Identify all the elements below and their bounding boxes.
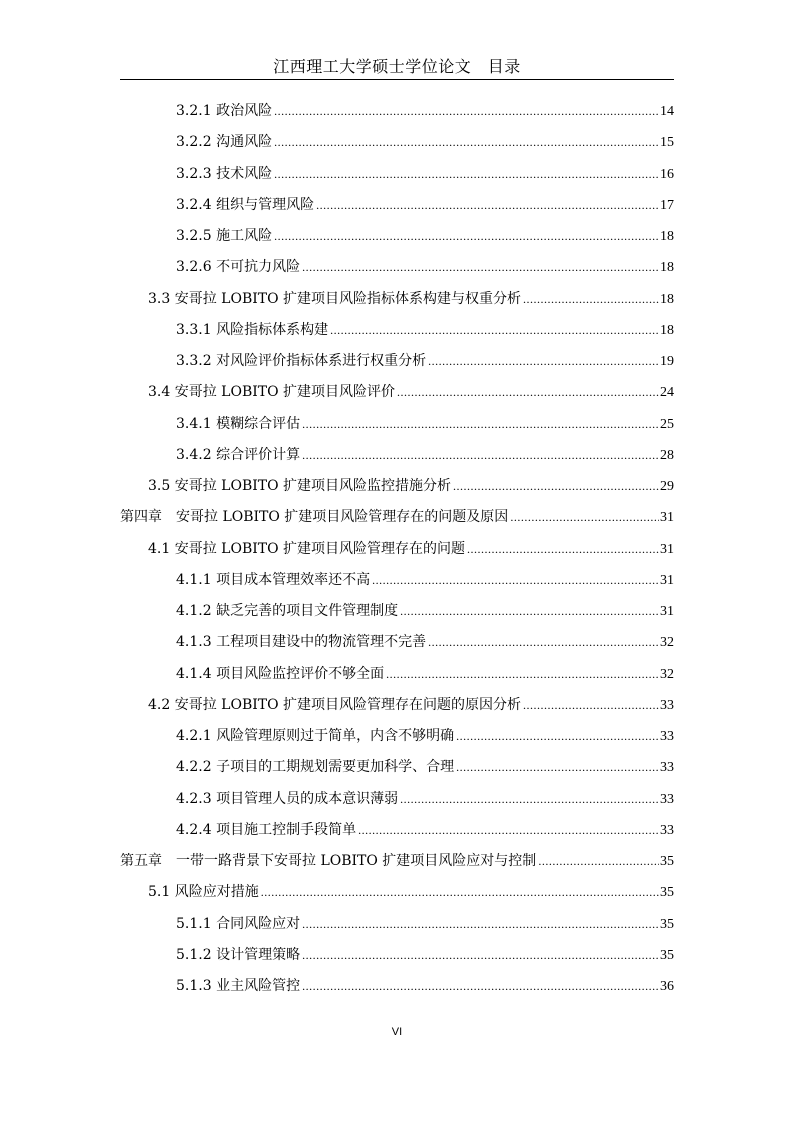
toc-entry-title: 3.3 安哥拉 LOBITO 扩建项目风险指标体系构建与权重分析 — [148, 290, 522, 307]
dot-leader — [274, 96, 659, 127]
toc-entry[interactable] — [120, 502, 674, 533]
dot-leader — [453, 471, 659, 502]
toc-entry[interactable] — [120, 909, 674, 940]
toc-entry[interactable] — [120, 784, 674, 815]
page-number: VI — [391, 1026, 403, 1038]
dot-leader — [538, 846, 659, 877]
toc-entry[interactable] — [120, 565, 674, 596]
toc-entry-page: 33 — [660, 697, 674, 713]
toc-entry[interactable] — [120, 815, 674, 846]
toc-entry-page: 32 — [660, 666, 674, 682]
dot-leader — [456, 721, 659, 752]
running-header: 江西理工大学硕士学位论文 目录 — [273, 57, 521, 76]
toc-entry-title: 3.2.4 组织与管理风险 — [176, 196, 315, 213]
dot-leader — [372, 565, 659, 596]
toc-entry[interactable] — [120, 284, 674, 315]
toc-entry-page: 25 — [660, 416, 674, 432]
toc-entry-page: 15 — [660, 135, 674, 151]
toc-entry-title: 4.2.4 项目施工控制手段简单 — [176, 821, 357, 838]
toc-entry-page: 29 — [660, 479, 674, 494]
dot-leader — [456, 752, 659, 783]
toc-entry-page: 31 — [660, 510, 674, 526]
header-rule — [120, 79, 674, 80]
toc-entry-title: 3.4.2 综合评价计算 — [176, 446, 301, 463]
toc-entry-title: 4.2.3 项目管理人员的成本意识薄弱 — [176, 790, 399, 807]
dot-leader — [302, 252, 659, 283]
toc-entry-title: 5.1.1 合同风险应对 — [176, 915, 301, 932]
toc-entry-page: 18 — [660, 322, 674, 338]
toc-entry[interactable] — [120, 721, 674, 752]
toc-entry-title: 4.2.2 子项目的工期规划需要更加科学、合理 — [176, 759, 455, 776]
toc-entry[interactable] — [120, 252, 674, 283]
toc-entry-page: 14 — [660, 104, 674, 119]
dot-leader — [523, 284, 659, 315]
toc-entry-title: 4.1.1 项目成本管理效率还不高 — [176, 571, 371, 588]
toc-entry-title: 5.1 风险应对措施 — [148, 884, 259, 901]
toc-entry-page: 35 — [660, 916, 674, 932]
toc-entry-page: 31 — [660, 572, 674, 588]
dot-leader — [510, 502, 659, 533]
toc-entry[interactable] — [120, 971, 674, 1002]
toc-entry-page: 18 — [660, 229, 674, 244]
dot-leader — [261, 877, 659, 908]
dot-leader — [400, 784, 659, 815]
toc-entry-page: 33 — [660, 791, 674, 807]
dot-leader — [302, 440, 659, 471]
toc-entry[interactable] — [120, 471, 674, 502]
dot-leader — [302, 940, 659, 971]
dot-leader — [358, 815, 659, 846]
toc-entry[interactable] — [120, 96, 674, 127]
table-of-contents — [120, 96, 674, 1002]
dot-leader — [400, 596, 659, 627]
toc-entry[interactable] — [120, 659, 674, 690]
dot-leader — [397, 377, 659, 408]
toc-entry[interactable] — [120, 940, 674, 971]
toc-entry-page: 19 — [660, 354, 674, 369]
dot-leader — [467, 534, 659, 565]
toc-entry-title: 4.1.2 缺乏完善的项目文件管理制度 — [176, 603, 399, 619]
toc-entry-title: 4.1 安哥拉 LOBITO 扩建项目风险管理存在的问题 — [148, 540, 466, 557]
toc-entry[interactable] — [120, 409, 674, 440]
dot-leader — [274, 127, 659, 158]
dot-leader — [428, 627, 659, 658]
toc-entry-title: 4.2.1 风险管理原则过于简单，内含不够明确 — [176, 728, 455, 744]
toc-entry-title: 3.3.1 风险指标体系构建 — [176, 321, 329, 338]
toc-entry-page: 32 — [660, 635, 674, 651]
toc-entry[interactable] — [120, 127, 674, 158]
toc-entry-page: 33 — [660, 729, 674, 744]
toc-entry[interactable] — [120, 877, 674, 908]
toc-entry-title: 3.2.5 施工风险 — [176, 228, 273, 244]
dot-leader — [316, 190, 659, 221]
toc-entry-page: 18 — [660, 291, 674, 307]
toc-entry[interactable] — [120, 315, 674, 346]
toc-entry[interactable] — [120, 627, 674, 658]
toc-entry-title: 3.2.3 技术风险 — [176, 165, 273, 182]
toc-entry-title: 5.1.2 设计管理策略 — [176, 946, 301, 963]
toc-entry-page: 35 — [660, 947, 674, 963]
toc-entry-page: 33 — [660, 760, 674, 776]
dot-leader — [302, 409, 659, 440]
dot-leader — [386, 659, 659, 690]
toc-entry[interactable] — [120, 221, 674, 252]
dot-leader — [274, 221, 659, 252]
dot-leader — [330, 315, 659, 346]
toc-entry-title: 4.2 安哥拉 LOBITO 扩建项目风险管理存在问题的原因分析 — [148, 696, 522, 713]
toc-entry[interactable] — [120, 346, 674, 377]
toc-entry-title: 4.1.3 工程项目建设中的物流管理不完善 — [176, 634, 427, 651]
toc-entry-page: 35 — [660, 885, 674, 901]
toc-entry-title: 第四章 安哥拉 LOBITO 扩建项目风险管理存在的问题及原因 — [120, 509, 509, 526]
toc-entry-page: 28 — [660, 447, 674, 463]
toc-entry-page: 31 — [660, 604, 674, 619]
toc-entry-title: 3.5 安哥拉 LOBITO 扩建项目风险监控措施分析 — [148, 478, 452, 494]
dot-leader — [302, 909, 659, 940]
toc-entry[interactable] — [120, 440, 674, 471]
toc-entry[interactable] — [120, 534, 674, 565]
dot-leader — [428, 346, 659, 377]
toc-entry-title: 3.4 安哥拉 LOBITO 扩建项目风险评价 — [148, 384, 396, 401]
toc-entry-title: 4.1.4 项目风险监控评价不够全面 — [176, 665, 385, 682]
toc-entry-title: 3.2.1 政治风险 — [176, 103, 273, 119]
toc-entry[interactable] — [120, 377, 674, 408]
toc-entry-page: 33 — [660, 822, 674, 838]
toc-entry-title: 3.2.2 沟通风险 — [176, 134, 273, 151]
toc-entry-title: 5.1.3 业主风险管控 — [176, 978, 301, 994]
dot-leader — [302, 971, 659, 1002]
toc-entry-title: 3.3.2 对风险评价指标体系进行权重分析 — [176, 353, 427, 369]
toc-entry[interactable] — [120, 752, 674, 783]
toc-entry[interactable] — [120, 159, 674, 190]
dot-leader — [523, 690, 659, 721]
toc-entry-page: 36 — [660, 979, 674, 994]
toc-entry-page: 17 — [660, 197, 674, 213]
toc-entry[interactable] — [120, 190, 674, 221]
toc-entry[interactable] — [120, 690, 674, 721]
toc-entry-page: 24 — [660, 385, 674, 401]
dot-leader — [274, 159, 659, 190]
toc-entry-page: 31 — [660, 541, 674, 557]
toc-entry[interactable] — [120, 846, 674, 877]
toc-entry[interactable] — [120, 596, 674, 627]
toc-entry-page: 35 — [660, 854, 674, 869]
toc-entry-title: 第五章 一带一路背景下安哥拉 LOBITO 扩建项目风险应对与控制 — [120, 853, 537, 869]
toc-entry-title: 3.2.6 不可抗力风险 — [176, 259, 301, 276]
toc-entry-title: 3.4.1 模糊综合评估 — [176, 415, 301, 432]
toc-entry-page: 16 — [660, 166, 674, 182]
toc-entry-page: 18 — [660, 260, 674, 276]
